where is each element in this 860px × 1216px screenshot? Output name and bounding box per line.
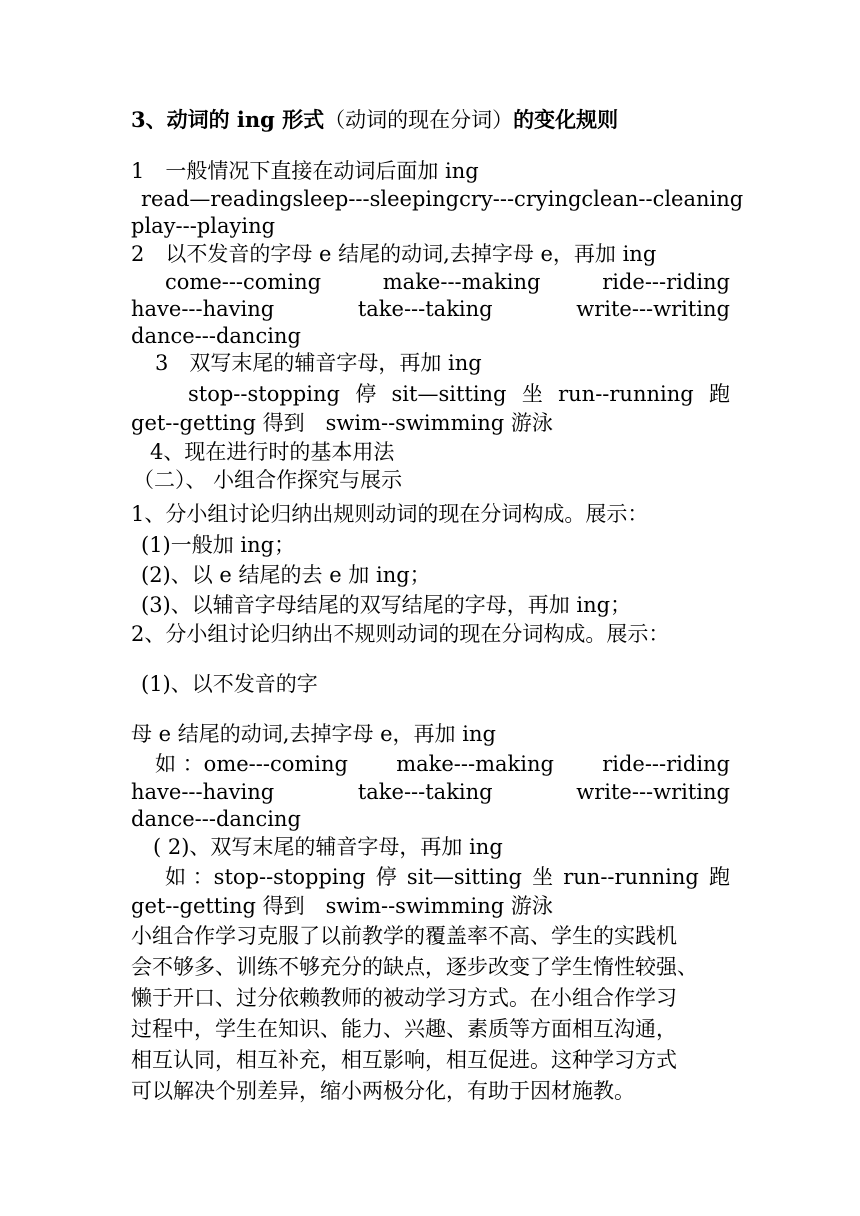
rule2-examples-1 [165,268,730,296]
list-item: (2)、以 e 结尾的去 e 加 ing； [141,563,431,587]
summary-line: 可以解决个别差异，缩小两极分化，有助于因材施教。 [131,1079,635,1103]
rule1-extra: play---playing [131,214,276,238]
group2-heading: 2、分小组讨论归纳出不规则动词的现在分词构成。展示： [131,622,670,646]
rule3-heading: 3 双写末尾的辅音字母，再加 ing [155,351,482,375]
example: come---coming [165,270,322,294]
summary-line: 过程中，学生在知识、能力、兴趣、素质等方面相互沟通， [131,1017,677,1041]
example: cry---crying [459,187,582,211]
rule2-examples-2 [131,295,730,323]
rule1-heading: 1 一般情况下直接在动词后面加 ing [131,159,479,183]
summary-line: 会不够多、训练不够充分的缺点，逐步改变了学生惰性较强、 [131,955,698,979]
group2-item1-part1: (1)、以不发音的字 [141,672,318,696]
rule2-extra: dance---dancing [131,324,301,348]
example: have---having [131,297,275,321]
group2-examples-extra: dance---dancing [131,807,301,831]
rule1-examples [141,185,744,213]
example: take---taking [357,297,493,321]
rule2-heading: 2 以不发音的字母 e 结尾的动词,去掉字母 e，再加 ing [131,242,657,266]
rule3-examples-2: get--getting 得到 swim--swimming 游泳 [131,411,553,435]
group2-item2: ( 2)、双写末尾的辅音字母，再加 ing [153,835,503,859]
group1-heading: 1、分小组讨论归纳出规则动词的现在分词构成。展示： [131,502,649,526]
rule3-examples-1: stop--stopping 停 sit—sitting 坐 run--running 跑 [188,382,730,406]
summary-line: 相互认同，相互补充，相互影响，相互促进。这种学习方式 [131,1048,677,1072]
example: read—reading [141,187,293,211]
section2-heading: （二）、 小组合作探究与展示 [133,468,403,492]
summary-line: 懒于开口、过分依赖教师的被动学习方式。在小组合作学习 [131,986,677,1010]
group2-examples-1: 如 ：ome---coming make---making ride---riding [155,752,730,776]
group2-examples-2: have---having take---taking write---writing [131,780,730,804]
list-item: (3)、以辅音字母结尾的双写结尾的字母，再加 ing； [141,593,632,617]
example: sleep---sleeping [292,187,460,211]
list-item: (1)一般加 ing； [141,533,296,557]
example: make---making [382,270,541,294]
example: clean--cleaning [581,187,744,211]
summary-line: 小组合作学习克服了以前教学的覆盖率不高、学生的实践机 [131,924,677,948]
example: write---writing [576,297,730,321]
group2-item1-part2: 母 e 结尾的动词,去掉字母 e，再加 ing [131,722,496,746]
rule4-heading: 4、现在进行时的基本用法 [150,440,395,464]
section-title: 3、动词的 ing 形式（动词的现在分词）的变化规则 [131,107,619,132]
example: ride---riding [602,270,730,294]
group2-examples-4: get--getting 得到 swim--swimming 游泳 [131,894,553,918]
group2-examples-3: 如 ：stop--stopping 停 sit—sitting 坐 run--running 跑 [165,865,730,889]
